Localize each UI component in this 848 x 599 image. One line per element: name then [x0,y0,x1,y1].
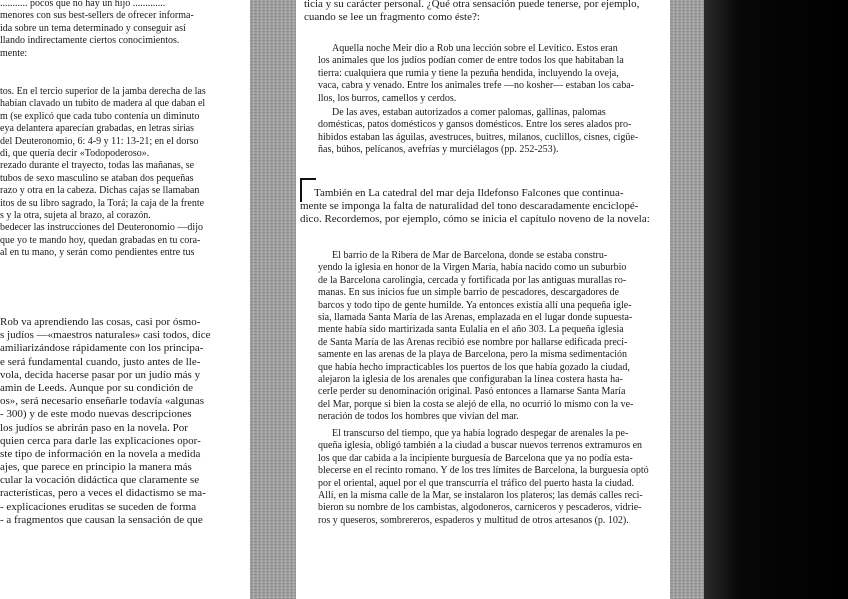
text-line: racterísticas, pero a veces el didactismo se ma- [0,487,206,500]
text-line: tos. En el tercio superior de la jamba derecha de las [0,86,206,97]
text-line: del Mar, porque si bien la costa se alejó de ella, no ocurrió lo mismo con la ve- [318,398,634,410]
text-line: e será fundamental cuando, justo antes de lle- [0,355,201,368]
text-line: De las aves, estaban autorizados a comer palomas, gallinas, palomas [332,107,606,118]
text-line: quien cerca para darle las explicaciones opor- [0,434,201,447]
text-line: di, que quería decir «Todopoderoso». [0,147,150,159]
text-line: itos de su libro sagrado, la Torá; la caja de la frente [0,197,205,209]
margin-bracket-mark [300,178,316,202]
text-line: - a fragmentos que causan la sensación de que [0,513,203,526]
text-line: También en La catedral del mar deja Ildefonso Falcones que continua- [314,187,624,199]
text-line: ida sobre un tema determinado y conseguir así [0,22,186,34]
text-line: mente había sido martirizada santa Eulalia en el año 303. La pequeña iglesia [318,324,624,336]
quote-catedral-barrio [318,250,633,423]
text-line: sia, llamada Santa María de las Arenas, emplazada en el lugar donde supuesta- [318,311,633,323]
text-line: samente en las arenas de la playa de Barcelona, pero la misma sedimentación [318,349,628,361]
text-line: ajes, que parece en principio la manera más [0,461,192,474]
text-line: al en tu mano, y serán como pendientes entre tus [0,247,195,259]
text-line: vola, decida hacerse pasar por un judío más y [0,368,201,381]
left-page [0,0,250,599]
text-line: Rob va aprendiendo las cosas, casi por ósmo- [0,316,201,328]
text-line: los judíos se abrirán paso en la novela. Por [0,421,188,434]
text-line: hibidos estaban las águilas, avestruces, buitres, milanos, cuclillos, cisnes, cigüe- [318,131,639,143]
quote-catedral-tiempo [318,428,649,527]
page-edge-noise [670,0,704,599]
text-line: llando indirectamente ciertos conocimientos. [0,35,180,47]
text-line: neración de todos los hombres que vivían del mar. [318,411,519,423]
text-line: manas. En sus inicios fue un simple barrio de pescadores, descargadores de [318,287,620,299]
text-line: domésticas, patos domésticos y gansos domésticos. Entre los seres alados pro- [318,119,632,131]
text-line: os», será necesario enseñarle todavía «algunas [0,395,205,408]
text-line: menores con sus best-sellers de ofrecer informa- [0,10,194,22]
text-line: llos, los burros, camellos y cerdos. [318,92,457,104]
text-line: cular la vocación didáctica que claramente se [0,474,200,487]
text-line: m (se explicó que cada tubo contenía un diminuto [0,110,200,122]
text-line: El barrio de la Ribera de Mar de Barcelona, donde se estaba constru- [332,250,608,261]
text-line: ticia y su carácter personal. ¿Qué otra sensación puede tenerse, por ejemplo, [304,0,640,10]
text-line: que había hecho impracticables los puertos de los que había gozado la ciudad, [318,361,630,373]
text-line: rezado durante el trayecto, todas las mañanas, se [0,160,195,172]
right-intro-lines [304,0,639,24]
text-line: mente se imponga la falta de naturalidad del tono descaradamente enciclopé- [300,200,639,213]
text-line: yendo la iglesia en honor de la Virgen María, había nacido como un suburbio [318,262,627,274]
text-line: s judíos —«maestros naturales» casi todos, dice [0,329,211,342]
quote-leviticus-birds [318,107,638,157]
text-line: habían clavado un tubito de madera al que daban el [0,98,206,110]
text-line: Aquella noche Meir dio a Rob una lección sobre el Levítico. Estos eran [332,43,618,54]
text-line: de Santa María de las Arenas recibió ese nombre por hallarse edificada preci- [318,336,628,348]
text-line: blecerse en el recinto romano. Y de los tres límites de Barcelona, la burguesía optó [318,465,649,477]
text-line: queña iglesia, obligó también a la ciudad a buscar nuevos terrenos extramuros en [318,440,643,452]
text-line: cuando se lee un fragmento como éste?: [304,11,480,24]
paragraph-la-catedral [300,187,650,227]
left-block-top [0,0,194,60]
text-line: razo y otra en la cabeza. Dichas cajas se llamaban [0,185,200,197]
text-line: por el oriental, aquel por el que transcurría el tráfico del puerto hasta la ciudad. [318,477,634,489]
text-line: amin de Leeds. Aunque por su condición de [0,381,194,394]
text-line: que yo te mando hoy, quedan grabadas en tu cora- [0,234,201,246]
text-line: los que dar cabida a la incipiente burguesía de Barcelona que ya no podía esta- [318,452,633,464]
text-line: de la Barcelona carolingia, cercada y fortificada por las antiguas murallas ro- [318,274,627,286]
text-line: eya delantera aparecían grabadas, en letras sirias [0,123,195,135]
text-line: del Deuteronomio, 6: 4-9 y 11: 13-21; en el dorso [0,135,199,147]
text-line: tierra: cualquiera que rumia y tiene la pezuña hendida, incluyendo la oveja, [318,67,619,79]
text-line: amiliarizándose rápidamente con los principa- [0,342,204,355]
left-block-bottom [0,316,211,527]
scanner-dark-edge [704,0,848,599]
text-line: los animales que los judíos podían comer de entre todos los que habitaban la [318,55,624,67]
text-line: mente: [0,47,28,59]
book-gutter [250,0,296,599]
text-line: El transcurso del tiempo, que ya había logrado despegar de arenales la pe- [332,428,629,439]
text-line: ........... pocos que no hay un hijo ............. [0,0,166,9]
text-line: ñas, búhos, pelícanos, avefrías y murciélagos (pp. 252-253). [318,144,559,156]
text-line: ros y queseros, sombrereros, espaderos y multitud de otros artesanos (p. 102). [318,514,629,526]
left-block-middle [0,86,206,259]
text-line: barcos y todo tipo de gente humilde. Ya entonces existía allí una pequeña igle- [318,299,632,311]
text-line: ste tipo de información en la novela a medida [0,447,201,460]
text-line: cerle perder su denominación original. Pasó entonces a llamarse Santa María [318,386,626,398]
text-line: bieron su nombre de los cambistas, algodoneros, carniceros y pescaderos, vidrie- [318,502,642,514]
text-line: - explicaciones eruditas se suceden de forma [0,500,197,513]
quote-leviticus-animals [318,43,634,105]
right-page [296,0,670,599]
text-line: dico. Recordemos, por ejemplo, cómo se inicia el capítulo noveno de la novela: [300,213,650,226]
text-line: Allí, en la misma calle de la Mar, se instalaron los plateros; las demás calles reci- [318,489,643,501]
text-line: vaca, cabra y venado. Entre los animales trefe —no kosher— estaban los caba- [318,80,634,92]
text-line: bedecer las instrucciones del Deuteronomio —dijo [0,222,203,234]
text-line: tubos de sexo masculino se ataban dos pequeñas [0,172,194,184]
text-line: s y la otra, sujeta al brazo, al corazón. [0,209,151,221]
text-line: alejaron la iglesia de los arenales que configuraban la línea costera hasta ha- [318,373,623,385]
text-line: - 300) y de este modo nuevas descripciones [0,408,192,421]
